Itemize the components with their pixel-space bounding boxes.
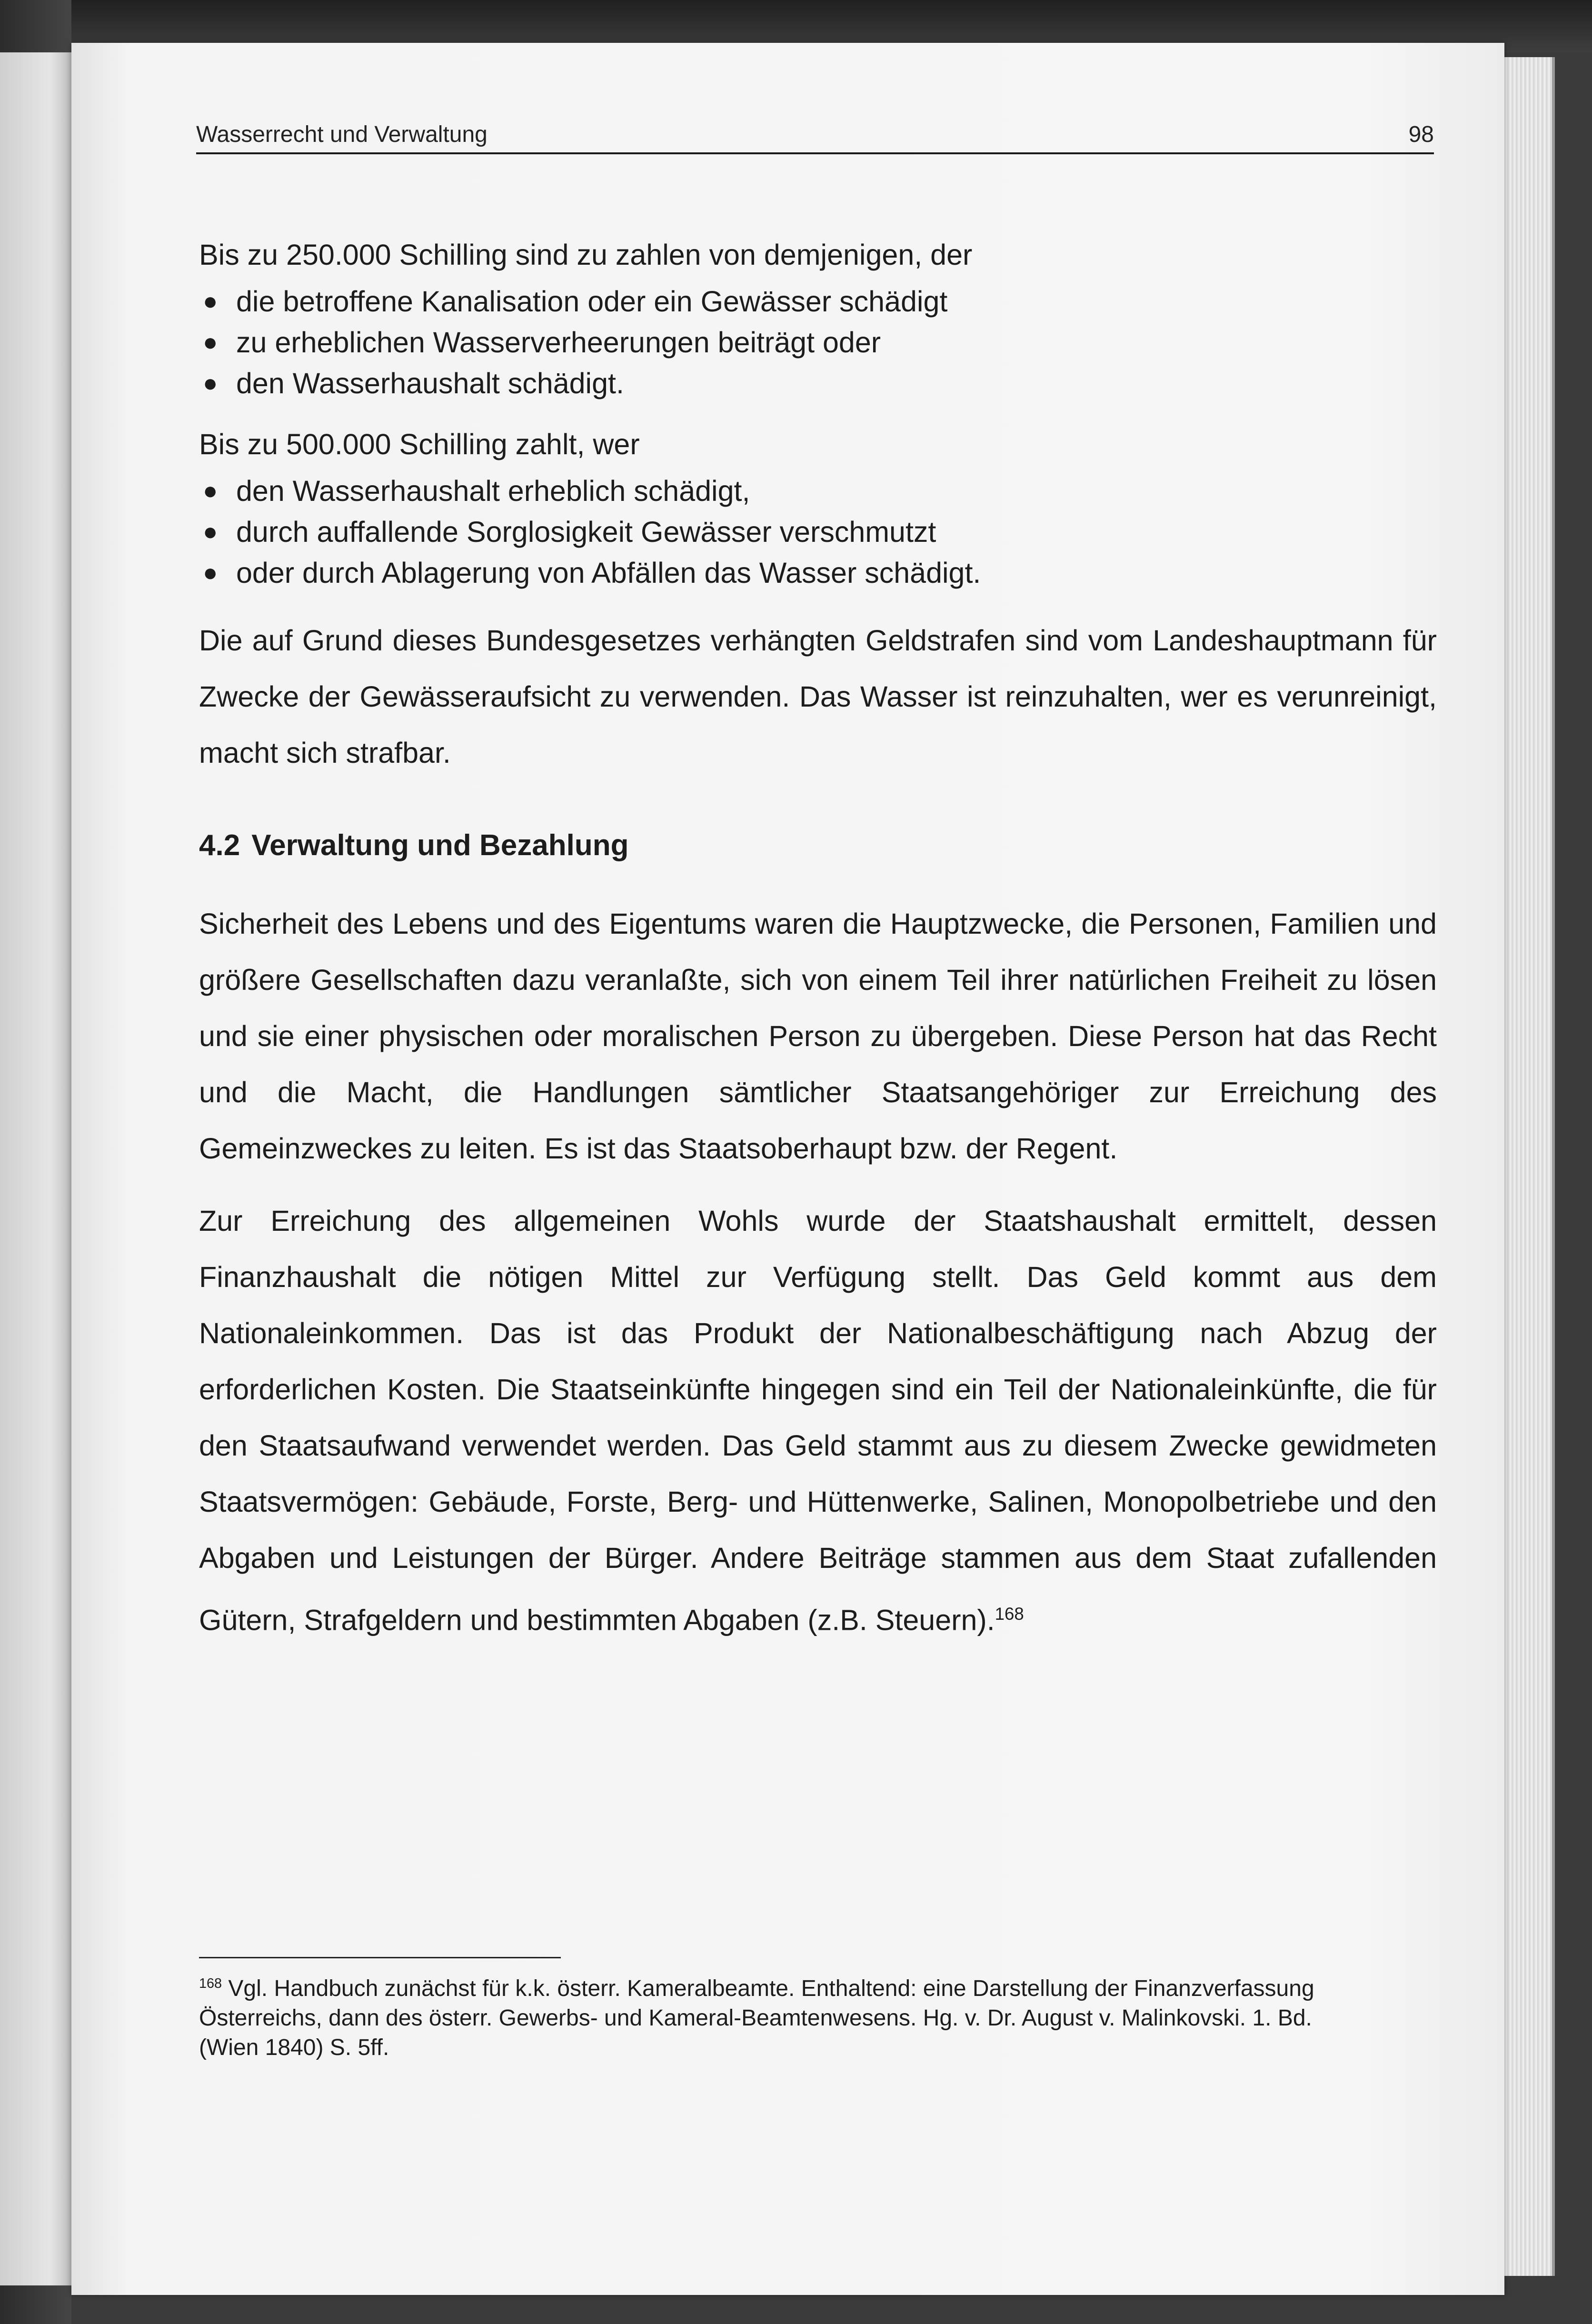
list1-intro: Bis zu 250.000 Schilling sind zu zahlen von demjenigen, der — [199, 239, 973, 271]
page-body — [199, 233, 1437, 1664]
book-page — [71, 43, 1504, 2295]
footnote-number: 168 — [199, 1976, 222, 1991]
paragraph-fines: Die auf Grund dieses Bundesgesetzes verhängten Geldstrafen sind vom Landeshauptmann für Zwecke der Gewässeraufsicht zu verwenden. Das Wasser ist reinzuhalten, wer es verunreinigt, macht sich strafbar. — [199, 624, 1437, 769]
list-item — [199, 281, 1437, 322]
bullet-icon: ● — [203, 477, 218, 505]
section-heading — [199, 828, 1437, 862]
list-item — [199, 470, 1437, 511]
facing-page-edge — [0, 52, 71, 2285]
list-item — [199, 363, 1437, 404]
page-stack-edges — [1500, 57, 1555, 2276]
bullet-icon: ● — [203, 369, 218, 397]
list-item — [199, 511, 1437, 552]
list-item — [199, 322, 1437, 363]
fine-list-500000 — [199, 470, 1437, 593]
list-item-text: die betroffene Kanalisation oder ein Gewässer schädigt — [236, 285, 948, 318]
bullet-icon: ● — [203, 518, 218, 546]
list-item-text: zu erheblichen Wasserverheerungen beiträgt oder — [236, 326, 881, 359]
section-number: 4.2 — [199, 829, 240, 862]
fine-list-250000 — [199, 281, 1437, 404]
bullet-icon: ● — [203, 329, 218, 356]
list-item-text: den Wasserhaushalt erheblich schädigt, — [236, 475, 750, 507]
paragraph-security: Sicherheit des Lebens und des Eigentums waren die Hauptzwecke, die Personen, Familien und größere Gesellschaften dazu veranlaßte, sich von einem Teil ihrer natürlichen Freiheit zu lösen und sie einer physischen oder moralischen Person zu übergeben. Diese Person hat das Recht und die Macht, die Handlungen sämtlicher Staatsangehöriger zur Erreichung des Gemeinzweckes zu leiten. Es ist das Staatsoberhaupt bzw. der Regent. — [199, 908, 1437, 1165]
list-item-text: oder durch Ablagerung von Abfällen das Wasser schädigt. — [236, 557, 981, 589]
bullet-icon: ● — [203, 288, 218, 315]
list-item — [199, 552, 1437, 593]
section-title: Verwaltung und Bezahlung — [251, 829, 629, 862]
list-item-text: den Wasserhaushalt schädigt. — [236, 367, 624, 399]
footnote-reference[interactable]: 168 — [995, 1604, 1024, 1624]
bullet-icon: ● — [203, 559, 218, 587]
list2-intro: Bis zu 500.000 Schilling zahlt, wer — [199, 428, 640, 460]
running-header-title: Wasserrecht und Verwaltung — [196, 122, 488, 147]
paragraph-budget — [199, 1193, 1437, 1648]
footnote-text: Vgl. Handbuch zunächst für k.k. österr. Kameralbeamte. Enthaltend: eine Darstellung der Finanzverfassung Österreichs, dann des österr. Gewerbs- und Kameral-Beamtenwesens. Hg. v. Dr. August v. Malinkovski. 1. Bd. (Wien 1840) S. 5ff. — [199, 1976, 1314, 2060]
footnote-divider — [199, 1957, 561, 1958]
footnote — [199, 1969, 1342, 2063]
page-number: 98 — [1408, 122, 1434, 147]
paragraph-budget-text: Zur Erreichung des allgemeinen Wohls wurde der Staatshaushalt ermittelt, dessen Finanzhaushalt die nötigen Mittel zur Verfügung stellt. Das Geld kommt aus dem Nationaleinkommen. Das ist das Produkt der Nationalbeschäftigung nach Abzug der erforderlichen Kosten. Die Staatseinkünfte hingegen sind ein Teil der Nationaleinkünfte, die für den Staatsaufwand verwendet werden. Das Geld stammt aus zu diesem Zwecke gewidmeten Staatsvermögen: Gebäude, Forste, Berg- und Hüttenwerke, Salinen, Monopolbetriebe und den Abgaben und Leistungen der Bürger. Andere Beiträge stammen aus dem Staat zufallenden Gütern, Strafgeldern und bestimmten Abgaben (z.B. Steuern). — [199, 1205, 1437, 1636]
running-header — [196, 114, 1434, 154]
list-item-text: durch auffallende Sorglosigkeit Gewässer verschmutzt — [236, 516, 936, 548]
